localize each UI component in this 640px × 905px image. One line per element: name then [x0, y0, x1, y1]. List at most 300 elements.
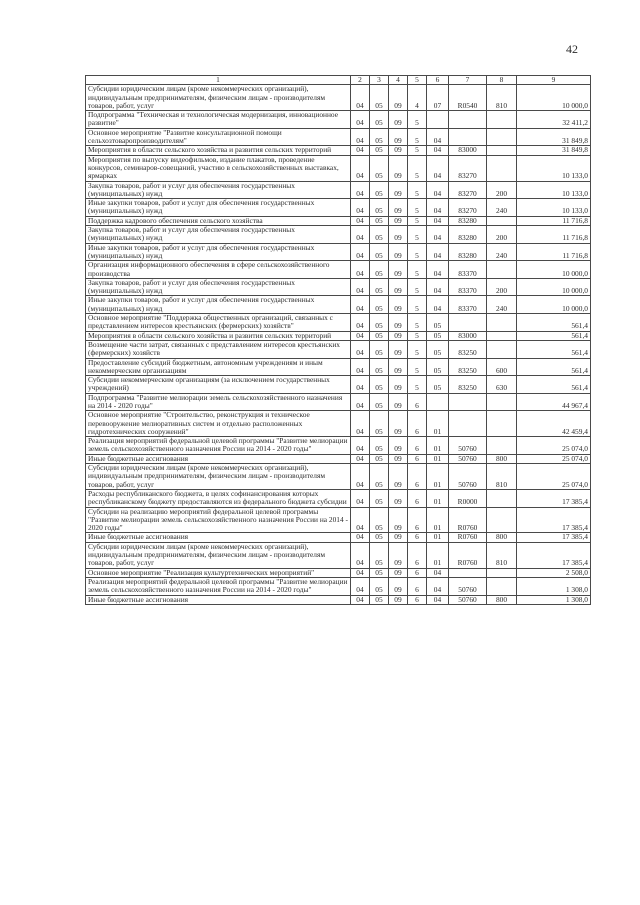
row-name: Иные бюджетные ассигнования	[86, 454, 351, 463]
code-cell: 04	[351, 340, 370, 358]
table-row	[86, 278, 591, 296]
amount-cell: 25 074,0	[517, 437, 591, 455]
code-cell: 83000	[449, 146, 487, 155]
table-row	[86, 533, 591, 542]
code-cell	[449, 128, 487, 146]
table-row	[86, 454, 591, 463]
table-row	[86, 340, 591, 358]
code-cell: 05	[370, 454, 389, 463]
code-cell: 09	[389, 314, 408, 332]
amount-cell: 32 411,2	[517, 111, 591, 129]
code-cell: 04	[427, 146, 449, 155]
code-cell: 09	[389, 278, 408, 296]
code-cell: 09	[389, 454, 408, 463]
code-cell: 04	[351, 393, 370, 411]
amount-cell: 1 308,0	[517, 595, 591, 604]
code-cell: 6	[408, 393, 427, 411]
code-cell	[427, 393, 449, 411]
code-cell: 5	[408, 146, 427, 155]
code-cell: 05	[427, 331, 449, 340]
code-cell: 09	[389, 358, 408, 376]
code-cell: 05	[370, 358, 389, 376]
code-cell	[487, 577, 517, 595]
code-cell: 04	[427, 261, 449, 279]
row-name: Мероприятия по выпуску видеофильмов, издание плакатов, проведение конкурсов, семинаров-совещаний, участию в сельскохозяйственных выставках, ярмарках	[86, 155, 351, 181]
code-cell: 04	[351, 464, 370, 490]
row-name: Субсидии на реализацию мероприятий федеральной целевой программы "Развитие мелиорации земель сельскохозяйственного назначения России на 2014 - 2020 годы"	[86, 507, 351, 533]
row-name: Закупка товаров, работ и услуг для обеспечения государственных (муниципальных) нужд	[86, 226, 351, 244]
code-cell: 50760	[449, 464, 487, 490]
code-cell: 50760	[449, 437, 487, 455]
code-cell: 04	[427, 296, 449, 314]
code-cell: 6	[408, 577, 427, 595]
code-cell: 240	[487, 243, 517, 261]
code-cell: 6	[408, 489, 427, 507]
amount-cell: 2 508,0	[517, 568, 591, 577]
code-cell: 04	[351, 331, 370, 340]
code-cell	[487, 489, 517, 507]
code-cell: 83370	[449, 261, 487, 279]
code-cell	[487, 111, 517, 129]
code-cell: 04	[427, 216, 449, 225]
table-row	[86, 199, 591, 217]
code-cell: 01	[427, 542, 449, 568]
amount-cell: 10 000,0	[517, 296, 591, 314]
code-cell	[487, 261, 517, 279]
code-cell: 6	[408, 507, 427, 533]
budget-table	[85, 75, 591, 605]
code-cell: 09	[389, 155, 408, 181]
row-name: Иные бюджетные ассигнования	[86, 595, 351, 604]
code-cell: 05	[370, 542, 389, 568]
code-cell: 05	[427, 314, 449, 332]
code-cell: 01	[427, 464, 449, 490]
row-name: Иные закупки товаров, работ и услуг для обеспечения государственных (муниципальных) нужд	[86, 296, 351, 314]
code-cell: 04	[351, 278, 370, 296]
row-name: Поддержка кадрового обеспечения сельского хозяйства	[86, 216, 351, 225]
code-cell: 810	[487, 542, 517, 568]
code-cell: 04	[427, 128, 449, 146]
column-header: 5	[408, 76, 427, 85]
table-row	[86, 437, 591, 455]
amount-cell: 10 133,0	[517, 181, 591, 199]
code-cell: 50760	[449, 454, 487, 463]
code-cell: 05	[370, 331, 389, 340]
code-cell: 04	[351, 533, 370, 542]
table-row	[86, 507, 591, 533]
code-cell: 5	[408, 340, 427, 358]
table-row	[86, 296, 591, 314]
code-cell	[427, 111, 449, 129]
code-cell: 83270	[449, 181, 487, 199]
row-name: Субсидии некоммерческим организациям (за исключением государственных учреждений)	[86, 376, 351, 394]
table-row	[86, 181, 591, 199]
table-row	[86, 226, 591, 244]
code-cell: 09	[389, 568, 408, 577]
amount-cell: 561,4	[517, 358, 591, 376]
code-cell: 09	[389, 111, 408, 129]
code-cell: 04	[351, 216, 370, 225]
amount-cell: 10 133,0	[517, 199, 591, 217]
code-cell: 05	[370, 507, 389, 533]
code-cell: 04	[351, 454, 370, 463]
code-cell: 83370	[449, 278, 487, 296]
column-header: 9	[517, 76, 591, 85]
code-cell: 200	[487, 181, 517, 199]
table-row	[86, 261, 591, 279]
code-cell: 810	[487, 85, 517, 111]
row-name: Расходы республиканского бюджета, в целях софинансирования которых республиканскому бюджету предоставляются из федерального бюджета субсидии	[86, 489, 351, 507]
row-name: Подпрограмма "Развитие мелиорации земель сельскохозяйственного назначения на 2014 - 2020 годы"	[86, 393, 351, 411]
table-row	[86, 577, 591, 595]
column-header: 1	[86, 76, 351, 85]
row-name: Основное мероприятие "Поддержка общественных организаций, связанных с представлением интересов крестьянских (фермерских) хозяйств"	[86, 314, 351, 332]
code-cell: 09	[389, 464, 408, 490]
code-cell: 240	[487, 296, 517, 314]
amount-cell: 11 716,8	[517, 243, 591, 261]
code-cell: R0000	[449, 489, 487, 507]
code-cell: 09	[389, 296, 408, 314]
code-cell: 01	[427, 437, 449, 455]
code-cell	[487, 568, 517, 577]
code-cell: 04	[351, 155, 370, 181]
row-name: Иные бюджетные ассигнования	[86, 533, 351, 542]
table-row	[86, 111, 591, 129]
code-cell: 05	[370, 340, 389, 358]
code-cell: 04	[351, 568, 370, 577]
row-name: Реализация мероприятий федеральной целевой программы "Развитие мелиорации земель сельскохозяйственного назначения России на 2014 - 2020 годы"	[86, 437, 351, 455]
code-cell: 800	[487, 454, 517, 463]
code-cell: 6	[408, 533, 427, 542]
code-cell: 04	[351, 376, 370, 394]
table-row	[86, 393, 591, 411]
code-cell: 09	[389, 411, 408, 437]
code-cell: 05	[370, 216, 389, 225]
code-cell: 05	[370, 489, 389, 507]
code-cell: 09	[389, 577, 408, 595]
header-row	[86, 76, 591, 85]
code-cell	[487, 146, 517, 155]
table-row	[86, 489, 591, 507]
amount-cell: 561,4	[517, 314, 591, 332]
code-cell: 09	[389, 507, 408, 533]
code-cell: 05	[370, 296, 389, 314]
table-row	[86, 542, 591, 568]
code-cell: 04	[351, 243, 370, 261]
code-cell: 5	[408, 128, 427, 146]
amount-cell: 561,4	[517, 340, 591, 358]
row-name: Основное мероприятие "Реализация культуртехнических мероприятий"	[86, 568, 351, 577]
code-cell: 04	[427, 226, 449, 244]
code-cell: R0760	[449, 542, 487, 568]
amount-cell: 31 849,8	[517, 128, 591, 146]
code-cell: 5	[408, 278, 427, 296]
code-cell	[449, 568, 487, 577]
code-cell: 04	[351, 507, 370, 533]
code-cell: 05	[370, 437, 389, 455]
row-name: Иные закупки товаров, работ и услуг для обеспечения государственных (муниципальных) нужд	[86, 243, 351, 261]
code-cell: 04	[351, 85, 370, 111]
code-cell: 09	[389, 226, 408, 244]
code-cell: 50760	[449, 595, 487, 604]
code-cell: 6	[408, 595, 427, 604]
code-cell: 04	[351, 411, 370, 437]
column-header: 8	[487, 76, 517, 85]
code-cell: 240	[487, 199, 517, 217]
code-cell: 05	[370, 243, 389, 261]
code-cell: 83280	[449, 243, 487, 261]
code-cell: R0540	[449, 85, 487, 111]
code-cell: 5	[408, 111, 427, 129]
code-cell: 83280	[449, 226, 487, 244]
amount-cell: 31 849,8	[517, 146, 591, 155]
code-cell: 09	[389, 216, 408, 225]
code-cell	[487, 155, 517, 181]
code-cell: 200	[487, 278, 517, 296]
code-cell: 09	[389, 533, 408, 542]
code-cell: 04	[351, 128, 370, 146]
code-cell: 05	[370, 595, 389, 604]
code-cell: 09	[389, 489, 408, 507]
code-cell: 04	[427, 577, 449, 595]
code-cell: 05	[370, 261, 389, 279]
code-cell	[487, 331, 517, 340]
row-name: Субсидии юридическим лицам (кроме некоммерческих организаций), индивидуальным предпринимателям, физическим лицам - производителям товаров, работ, услуг	[86, 85, 351, 111]
code-cell: 5	[408, 314, 427, 332]
code-cell	[487, 437, 517, 455]
code-cell: 04	[427, 181, 449, 199]
table-row	[86, 464, 591, 490]
code-cell: 04	[351, 542, 370, 568]
code-cell: 09	[389, 595, 408, 604]
code-cell: 6	[408, 542, 427, 568]
code-cell	[449, 111, 487, 129]
code-cell: 09	[389, 437, 408, 455]
code-cell: 07	[427, 85, 449, 111]
code-cell: 83000	[449, 331, 487, 340]
code-cell: 630	[487, 376, 517, 394]
code-cell: 09	[389, 542, 408, 568]
row-name: Иные закупки товаров, работ и услуг для обеспечения государственных (муниципальных) нужд	[86, 199, 351, 217]
table-row	[86, 331, 591, 340]
row-name: Реализация мероприятий федеральной целевой программы "Развитие мелиорации земель сельскохозяйственного назначения России на 2014 - 2020 годы"	[86, 577, 351, 595]
amount-cell: 10 133,0	[517, 155, 591, 181]
code-cell: 6	[408, 568, 427, 577]
code-cell: 5	[408, 358, 427, 376]
amount-cell: 17 385,4	[517, 542, 591, 568]
code-cell: 05	[370, 199, 389, 217]
code-cell: 01	[427, 454, 449, 463]
code-cell: 6	[408, 464, 427, 490]
code-cell: 04	[351, 111, 370, 129]
row-name: Закупка товаров, работ и услуг для обеспечения государственных (муниципальных) нужд	[86, 278, 351, 296]
table-row	[86, 568, 591, 577]
table-row	[86, 411, 591, 437]
code-cell: 04	[351, 489, 370, 507]
row-name: Основное мероприятие "Строительство, реконструкция и техническое перевооружение мелиоративных систем и отдельно расположенных гидротехнических сооружений"	[86, 411, 351, 437]
code-cell: 05	[370, 533, 389, 542]
code-cell: 04	[351, 595, 370, 604]
row-name: Субсидии юридическим лицам (кроме некоммерческих организаций), индивидуальным предпринимателям, физическим лицам - производителям товаров, работ, услуг	[86, 464, 351, 490]
code-cell: 04	[351, 437, 370, 455]
code-cell: 09	[389, 393, 408, 411]
code-cell: 01	[427, 489, 449, 507]
code-cell	[487, 340, 517, 358]
code-cell: 83250	[449, 340, 487, 358]
code-cell: 09	[389, 85, 408, 111]
amount-cell: 10 000,0	[517, 85, 591, 111]
code-cell: 5	[408, 261, 427, 279]
code-cell	[449, 411, 487, 437]
code-cell: 05	[370, 464, 389, 490]
column-header: 2	[351, 76, 370, 85]
table-row	[86, 358, 591, 376]
row-name: Подпрограмма "Техническая и технологическая модернизация, инновационное развитие"	[86, 111, 351, 129]
amount-cell: 17 385,4	[517, 533, 591, 542]
code-cell: 200	[487, 226, 517, 244]
code-cell: 04	[351, 226, 370, 244]
column-header: 7	[449, 76, 487, 85]
code-cell: 05	[370, 111, 389, 129]
code-cell	[487, 507, 517, 533]
row-name: Возмещение части затрат, связанных с представлением интересов крестьянских (фермерских) хозяйств	[86, 340, 351, 358]
amount-cell: 17 385,4	[517, 507, 591, 533]
code-cell: 09	[389, 243, 408, 261]
row-name: Закупка товаров, работ и услуг для обеспечения государственных (муниципальных) нужд	[86, 181, 351, 199]
code-cell: 04	[351, 261, 370, 279]
code-cell: 83250	[449, 376, 487, 394]
code-cell: 09	[389, 331, 408, 340]
code-cell: 83280	[449, 216, 487, 225]
code-cell: 05	[370, 146, 389, 155]
code-cell: 04	[351, 577, 370, 595]
code-cell: 04	[351, 181, 370, 199]
code-cell: 04	[427, 278, 449, 296]
amount-cell: 11 716,8	[517, 216, 591, 225]
code-cell: 50760	[449, 577, 487, 595]
code-cell: 01	[427, 533, 449, 542]
code-cell: R0760	[449, 507, 487, 533]
column-header: 3	[370, 76, 389, 85]
code-cell: 05	[370, 181, 389, 199]
code-cell: 09	[389, 340, 408, 358]
code-cell	[487, 411, 517, 437]
code-cell: 05	[427, 376, 449, 394]
amount-cell: 10 000,0	[517, 278, 591, 296]
table-row	[86, 314, 591, 332]
code-cell: 04	[427, 595, 449, 604]
amount-cell: 44 967,4	[517, 393, 591, 411]
code-cell: 5	[408, 216, 427, 225]
code-cell: 5	[408, 155, 427, 181]
code-cell	[487, 393, 517, 411]
code-cell: 05	[427, 340, 449, 358]
table-row	[86, 128, 591, 146]
code-cell: 01	[427, 507, 449, 533]
code-cell: 09	[389, 199, 408, 217]
table-row	[86, 85, 591, 111]
amount-cell: 25 074,0	[517, 454, 591, 463]
code-cell: 83250	[449, 358, 487, 376]
table-row	[86, 376, 591, 394]
code-cell: 04	[351, 296, 370, 314]
code-cell: 04	[351, 146, 370, 155]
code-cell: 810	[487, 464, 517, 490]
code-cell: 05	[427, 358, 449, 376]
code-cell: 05	[370, 411, 389, 437]
code-cell: 5	[408, 331, 427, 340]
code-cell: 04	[427, 199, 449, 217]
table-row	[86, 243, 591, 261]
code-cell: 05	[370, 393, 389, 411]
code-cell: 4	[408, 85, 427, 111]
code-cell: 83270	[449, 199, 487, 217]
code-cell: 5	[408, 243, 427, 261]
code-cell: 04	[351, 199, 370, 217]
code-cell: 09	[389, 181, 408, 199]
code-cell: 04	[427, 568, 449, 577]
code-cell	[449, 393, 487, 411]
code-cell: 6	[408, 437, 427, 455]
code-cell: 04	[351, 314, 370, 332]
code-cell: R0760	[449, 533, 487, 542]
code-cell: 5	[408, 199, 427, 217]
amount-cell: 561,4	[517, 376, 591, 394]
code-cell: 05	[370, 577, 389, 595]
table-row	[86, 216, 591, 225]
amount-cell: 42 459,4	[517, 411, 591, 437]
row-name: Субсидии юридическим лицам (кроме некоммерческих организаций), индивидуальным предпринимателям, физическим лицам - производителям товаров, работ, услуг	[86, 542, 351, 568]
code-cell: 01	[427, 411, 449, 437]
amount-cell: 11 716,8	[517, 226, 591, 244]
amount-cell: 561,4	[517, 331, 591, 340]
code-cell: 05	[370, 226, 389, 244]
code-cell: 83370	[449, 296, 487, 314]
code-cell: 5	[408, 296, 427, 314]
page-number: 42	[566, 42, 578, 56]
code-cell: 05	[370, 376, 389, 394]
table-row	[86, 595, 591, 604]
code-cell: 05	[370, 128, 389, 146]
code-cell	[487, 128, 517, 146]
code-cell	[487, 216, 517, 225]
code-cell: 09	[389, 146, 408, 155]
code-cell: 09	[389, 376, 408, 394]
table-row	[86, 146, 591, 155]
amount-cell: 1 308,0	[517, 577, 591, 595]
code-cell: 05	[370, 568, 389, 577]
code-cell: 800	[487, 595, 517, 604]
amount-cell: 17 385,4	[517, 489, 591, 507]
code-cell: 5	[408, 226, 427, 244]
code-cell: 05	[370, 85, 389, 111]
code-cell: 5	[408, 181, 427, 199]
code-cell	[449, 314, 487, 332]
code-cell: 04	[351, 358, 370, 376]
code-cell: 5	[408, 376, 427, 394]
code-cell: 09	[389, 128, 408, 146]
code-cell: 83270	[449, 155, 487, 181]
code-cell: 6	[408, 454, 427, 463]
amount-cell: 10 000,0	[517, 261, 591, 279]
code-cell: 800	[487, 533, 517, 542]
code-cell: 05	[370, 155, 389, 181]
code-cell: 600	[487, 358, 517, 376]
code-cell: 09	[389, 261, 408, 279]
amount-cell: 25 074,0	[517, 464, 591, 490]
code-cell: 04	[427, 155, 449, 181]
column-header: 4	[389, 76, 408, 85]
